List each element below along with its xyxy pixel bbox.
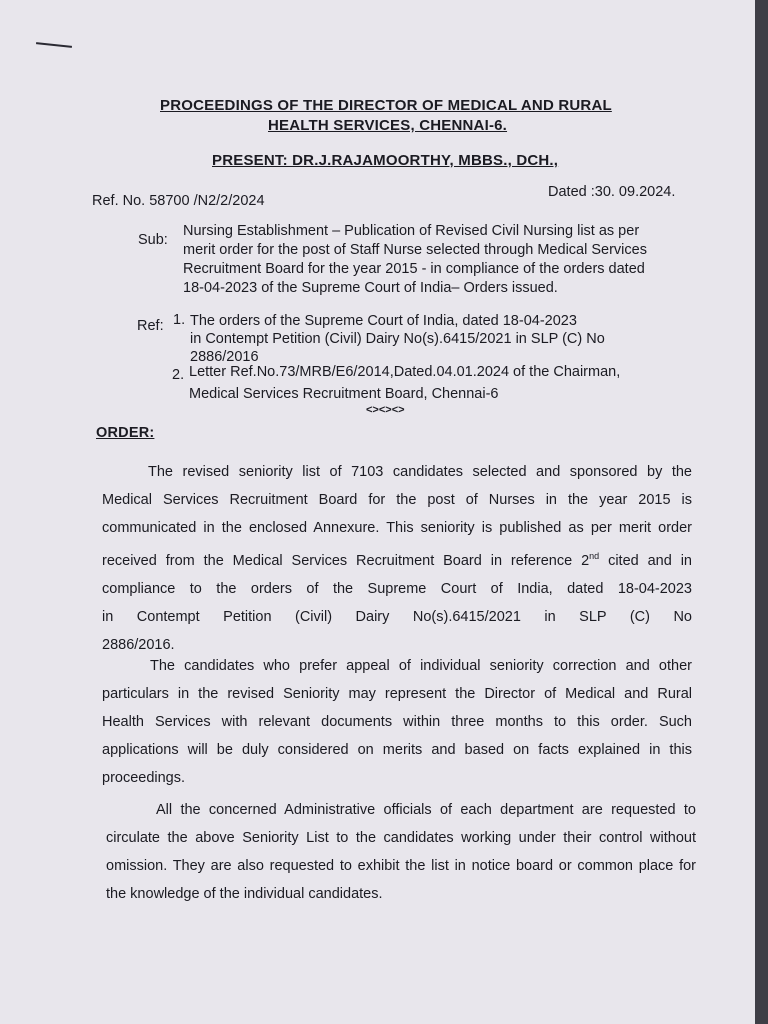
- reference-number: Ref. No. 58700 /N2/2/2024: [92, 193, 265, 209]
- paragraph-line: the knowledge of the individual candidates.: [106, 886, 383, 902]
- reference-line: Letter Ref.No.73/MRB/E6/2014,Dated.04.01.2024 of the Chairman,: [189, 364, 621, 380]
- order-paragraph-1: [102, 458, 692, 659]
- reference-line: Medical Services Recruitment Board, Chennai-6: [189, 386, 499, 402]
- order-heading: ORDER:: [96, 425, 155, 441]
- reference-1-text: [190, 312, 605, 366]
- present-line: PRESENT: DR.J.RAJAMOORTHY, MBBS., DCH.,: [212, 152, 559, 169]
- subject-label: Sub:: [138, 232, 168, 248]
- order-paragraph-3: [106, 796, 696, 908]
- paragraph-line: All the concerned Administrative officials of each department are requested to: [156, 802, 696, 818]
- superscript: nd: [589, 551, 600, 561]
- date: Dated :30. 09.2024.: [548, 184, 676, 200]
- reference-1-number: 1.: [173, 312, 186, 328]
- paragraph-line: communicated in the enclosed Annexure. This seniority is published as per merit order: [102, 520, 692, 536]
- reference-2-number: 2.: [172, 367, 185, 383]
- paragraph-line: compliance to the orders of the Supreme Court of India, dated 18-04-2023: [102, 580, 692, 597]
- reference-line: in Contempt Petition (Civil) Dairy No(s).6415/2021 in SLP (C) No: [190, 331, 605, 347]
- paragraph-text: cited and in: [599, 552, 692, 569]
- paragraph-line: [102, 542, 692, 575]
- paragraph-text: received from the Medical Services Recruitment Board in reference 2: [102, 552, 590, 569]
- paragraph-line: 2886/2016.: [102, 636, 175, 653]
- pen-mark: [36, 42, 72, 48]
- paragraph-line: applications will be duly considered on merits and based on facts explained in this: [102, 742, 692, 758]
- reference-line: 2886/2016: [190, 349, 259, 365]
- paragraph-line: circulate the above Seniority List to the candidates working under their control without: [106, 830, 696, 846]
- subject-line: 18-04-2023 of the Supreme Court of India– Orders issued.: [183, 280, 558, 296]
- subject-text: [183, 222, 647, 298]
- header-line-1: PROCEEDINGS OF THE DIRECTOR OF MEDICAL AND RURAL: [160, 97, 612, 114]
- paragraph-line: particulars in the revised Seniority may represent the Director of Medical and Rural: [102, 686, 692, 702]
- paragraph-line: omission. They are also requested to exhibit the list in notice board or common place for: [106, 858, 696, 874]
- subject-line: Recruitment Board for the year 2015 - in compliance of the orders dated: [183, 261, 645, 277]
- reference-line: The orders of the Supreme Court of India, dated 18-04-2023: [190, 313, 577, 329]
- reference-2-text: [189, 361, 620, 405]
- separator: <><><>: [366, 404, 405, 416]
- header-line-2: HEALTH SERVICES, CHENNAI-6.: [268, 117, 508, 134]
- paragraph-line: in Contempt Petition (Civil) Dairy No(s).6415/2021 in SLP (C) No: [102, 608, 692, 625]
- paragraph-line: Health Services with relevant documents within three months to this order. Such: [102, 714, 692, 730]
- paragraph-line: Medical Services Recruitment Board for the post of Nurses in the year 2015 is: [102, 492, 692, 508]
- subject-line: merit order for the post of Staff Nurse selected through Medical Services: [183, 242, 647, 258]
- paragraph-line: The revised seniority list of 7103 candidates selected and sponsored by the: [148, 464, 692, 480]
- references-label: Ref:: [137, 318, 164, 334]
- page-edge-shadow: [755, 0, 768, 1024]
- order-paragraph-2: [102, 652, 692, 792]
- paragraph-line: proceedings.: [102, 770, 186, 786]
- paragraph-line: The candidates who prefer appeal of individual seniority correction and other: [150, 658, 692, 674]
- subject-line: Nursing Establishment – Publication of Revised Civil Nursing list as per: [183, 223, 640, 239]
